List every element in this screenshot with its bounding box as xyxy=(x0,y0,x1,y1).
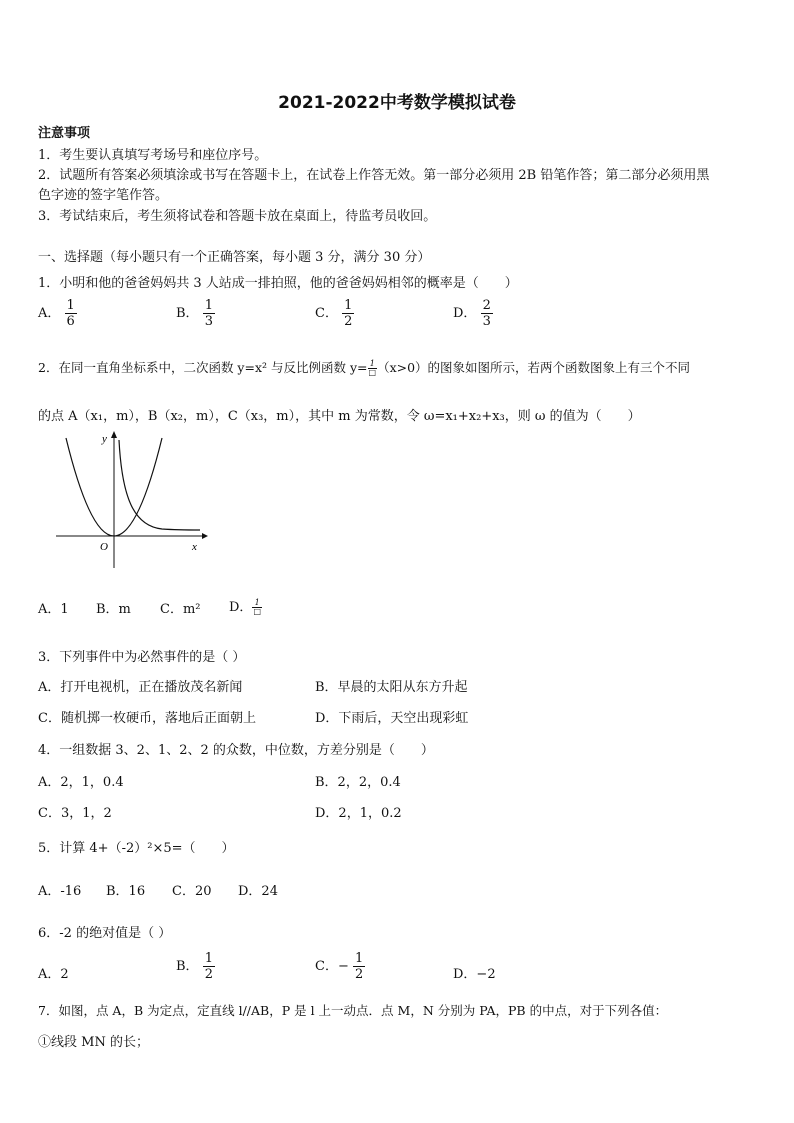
fraction-numerator: 1 xyxy=(354,951,364,966)
fraction-denominator: 2 xyxy=(354,967,364,982)
question-6-option-d: D．−2 xyxy=(453,967,496,982)
option-label: D． xyxy=(453,306,477,321)
option-label: A． xyxy=(38,306,61,321)
fraction-numerator: 1 xyxy=(368,360,378,369)
question-1-stem: 1．小明和他的爸爸妈妈共 3 人站成一排拍照，他的爸爸妈妈相邻的概率是（ ） xyxy=(38,276,518,291)
fraction xyxy=(203,298,215,329)
question-4-option-c: C．3，1，2 xyxy=(38,806,112,821)
question-3-option-a: A．打开电视机，正在播放茂名新闻 xyxy=(38,680,243,695)
question-3-option-d: D．下雨后，天空出现彩虹 xyxy=(315,711,469,726)
question-6-option-c xyxy=(315,951,365,982)
question-4-option-b: B．2，2，0.4 xyxy=(315,775,401,790)
notice-heading: 注意事项 xyxy=(38,126,91,141)
fraction-numerator: 1 xyxy=(252,599,262,608)
fraction xyxy=(65,298,77,329)
question-3-stem: 3．下列事件中为必然事件的是（ ） xyxy=(38,650,246,665)
fraction-denominator: 6 xyxy=(66,314,75,329)
section-heading: 一、选择题（每小题只有一个正确答案，每小题 3 分，满分 30 分） xyxy=(38,250,431,265)
question-3-option-b: B．早晨的太阳从东方升起 xyxy=(315,680,468,695)
fraction-numerator: 1 xyxy=(344,298,353,313)
question-6-option-a: A．2 xyxy=(38,967,69,982)
option-label: B． xyxy=(176,959,199,974)
notice-item: 3．考试结束后，考生须将试卷和答题卡放在桌面上，待监考员收回。 xyxy=(38,209,437,224)
hyperbola-curve xyxy=(119,440,200,530)
x-axis-arrow-icon xyxy=(202,533,208,539)
question-1-option-d xyxy=(453,298,493,329)
stem-text: 2．在同一直角坐标系中，二次函数 y=x² 与反比例函数 y= xyxy=(38,360,368,375)
question-4-stem: 4．一组数据 3、2、1、2、2 的众数，中位数，方差分别是（ ） xyxy=(38,743,434,758)
option-label: B． xyxy=(176,306,199,321)
question-1-option-c xyxy=(315,298,354,329)
option-label: C． xyxy=(315,306,338,321)
notice-item: 2．试题所有答案必须填涂或书写在答题卡上，在试卷上作答无效。第一部分必须用 2B 铅笔作答；第二部分必须用黑 xyxy=(38,168,710,183)
function-graph xyxy=(52,428,212,578)
origin-label: O xyxy=(100,541,108,553)
option-label: C．− xyxy=(315,959,349,974)
fraction xyxy=(252,599,262,616)
question-2-option-d xyxy=(229,596,262,616)
fraction-denominator: 2 xyxy=(344,314,353,329)
option-label: D． xyxy=(229,600,253,615)
question-1-option-b xyxy=(176,298,215,329)
question-2-option-c: C．m² xyxy=(160,602,201,617)
stem-text: （x>0）的图象如图所示，若两个函数图象上有三个不同 xyxy=(377,360,691,375)
question-6-stem: 6．-2 的绝对值是（ ） xyxy=(38,926,172,941)
question-2-line-1 xyxy=(38,358,690,377)
question-7-item-1: ①线段 MN 的长； xyxy=(38,1035,149,1050)
y-axis-label: y xyxy=(102,433,107,445)
question-4-option-a: A．2，1，0.4 xyxy=(38,775,124,790)
question-3-option-c: C．随机掷一枚硬币，落地后正面朝上 xyxy=(38,711,256,726)
fraction-numerator: 1 xyxy=(204,298,213,313)
notice-item: 色字迹的签字笔作答。 xyxy=(38,188,169,203)
fraction-numerator: 1 xyxy=(204,951,213,966)
question-1-option-a xyxy=(38,298,77,329)
y-axis-arrow-icon xyxy=(111,431,117,438)
fraction xyxy=(342,298,354,329)
question-5-stem: 5．计算 4+（-2）²×5=（ ） xyxy=(38,841,235,856)
question-7-stem: 7．如图，点 A，B 为定点，定直线 l//AB，P 是 l 上一动点．点 M，N 分别为 PA，PB 的中点，对于下列各值： xyxy=(38,1003,668,1018)
fraction-numerator: 2 xyxy=(482,298,491,313)
fraction xyxy=(368,360,378,377)
question-5-option-d: D．24 xyxy=(238,884,278,899)
fraction xyxy=(353,951,365,982)
fraction-denominator: 3 xyxy=(482,314,491,329)
question-5-option-c: C．20 xyxy=(172,884,212,899)
fraction-numerator: 1 xyxy=(66,298,75,313)
page-title: 2021-2022中考数学模拟试卷 xyxy=(278,93,516,113)
fraction-denominator: □ xyxy=(368,368,377,377)
fraction-denominator: 3 xyxy=(204,314,213,329)
notice-item: 1．考生要认真填写考场号和座位序号。 xyxy=(38,148,268,163)
question-6-option-b xyxy=(176,951,215,982)
question-4-option-d: D．2，1，0.2 xyxy=(315,806,402,821)
question-2-option-b: B．m xyxy=(96,602,131,617)
fraction-denominator: 2 xyxy=(204,967,213,982)
fraction-denominator: □ xyxy=(253,607,261,616)
fraction xyxy=(203,951,215,982)
question-5-option-b: B．16 xyxy=(106,884,146,899)
question-2-option-a: A．1 xyxy=(38,602,69,617)
question-2-line-2: 的点 A（x₁，m），B（x₂，m），C（x₃，m），其中 m 为常数，令 ω=x₁+x₂+x₃，则 ω 的值为（ ） xyxy=(38,409,641,424)
fraction xyxy=(481,298,493,329)
question-5-option-a: A．-16 xyxy=(38,884,82,899)
x-axis-label: x xyxy=(192,541,197,553)
